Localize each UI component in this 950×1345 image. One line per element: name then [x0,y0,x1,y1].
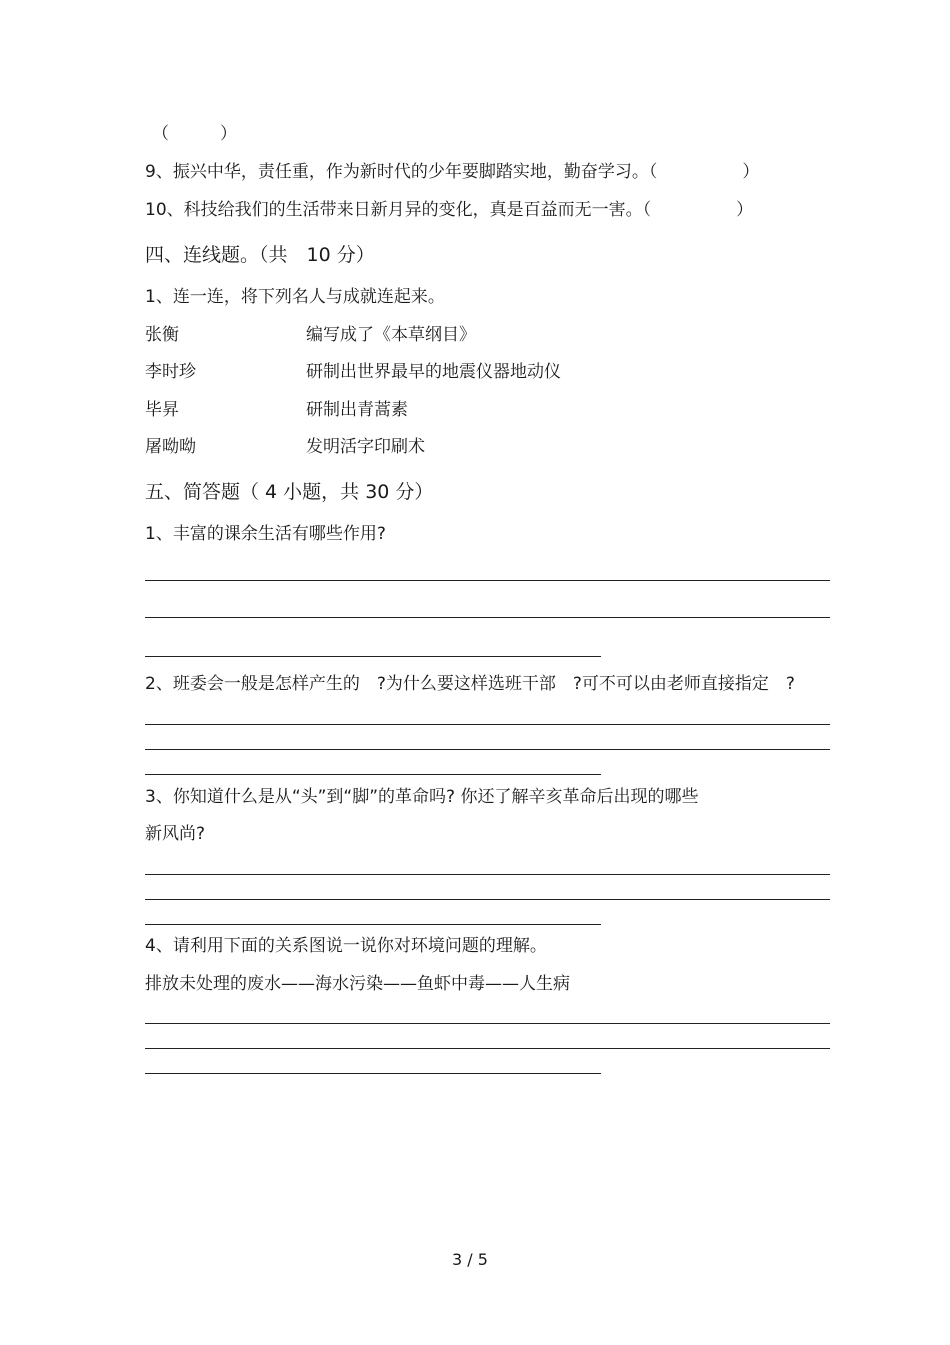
matching-name: 屠呦呦 [145,437,196,457]
answer-line[interactable] [145,656,601,657]
answer-line[interactable] [145,1073,601,1074]
short-answer-question-3: 3、你知道什么是从“头”到“脚”的革命吗? 你还了解辛亥革命后出现的哪些 [145,787,699,807]
matching-name: 毕昇 [145,400,179,420]
section-heading-short-answer: 五、简答题（ 4 小题，共 30 分） [145,481,434,503]
short-answer-question-4: 4、请利用下面的关系图说一说你对环境问题的理解。 [145,936,547,956]
answer-line[interactable] [145,774,601,775]
matching-achievement: 研制出青蒿素 [306,400,408,420]
answer-line[interactable] [145,899,830,900]
answer-line[interactable] [145,1023,830,1024]
matching-name: 李时珍 [145,362,196,382]
answer-line[interactable] [145,724,830,725]
answer-line[interactable] [145,749,830,750]
matching-achievement: 编写成了《本草纲目》 [306,325,476,345]
matching-name: 张衡 [145,325,179,345]
question-9: 9、振兴中华，责任重，作为新时代的少年要脚踏实地，勤奋学习。（ ） [145,162,760,182]
short-answer-question-2: 2、班委会一般是怎样产生的 ?为什么要这样选班干部 ?可不可以由老师直接指定 ? [145,674,795,694]
answer-line[interactable] [145,874,830,875]
answer-line[interactable] [145,1048,830,1049]
relationship-chain: 排放未处理的废水——海水污染——鱼虾中毒——人生病 [145,974,570,994]
short-answer-question-3-cont: 新风尚? [145,824,206,844]
short-answer-question-1: 1、丰富的课余生活有哪些作用? [145,524,386,544]
section-heading-matching: 四、连线题。（共 10 分） [145,244,375,266]
matching-achievement: 研制出世界最早的地震仪器地动仪 [306,362,561,382]
answer-line[interactable] [145,924,601,925]
page-number: 3 / 5 [452,1250,488,1269]
question-10: 10、科技给我们的生活带来日新月异的变化，真是百益而无一害。（ ） [145,200,754,220]
answer-line[interactable] [145,580,830,581]
matching-instruction: 1、连一连，将下列名人与成就连起来。 [145,287,445,307]
answer-blank-prev: （ ） [152,124,237,144]
matching-achievement: 发明活字印刷术 [306,437,425,457]
answer-line[interactable] [145,617,830,618]
